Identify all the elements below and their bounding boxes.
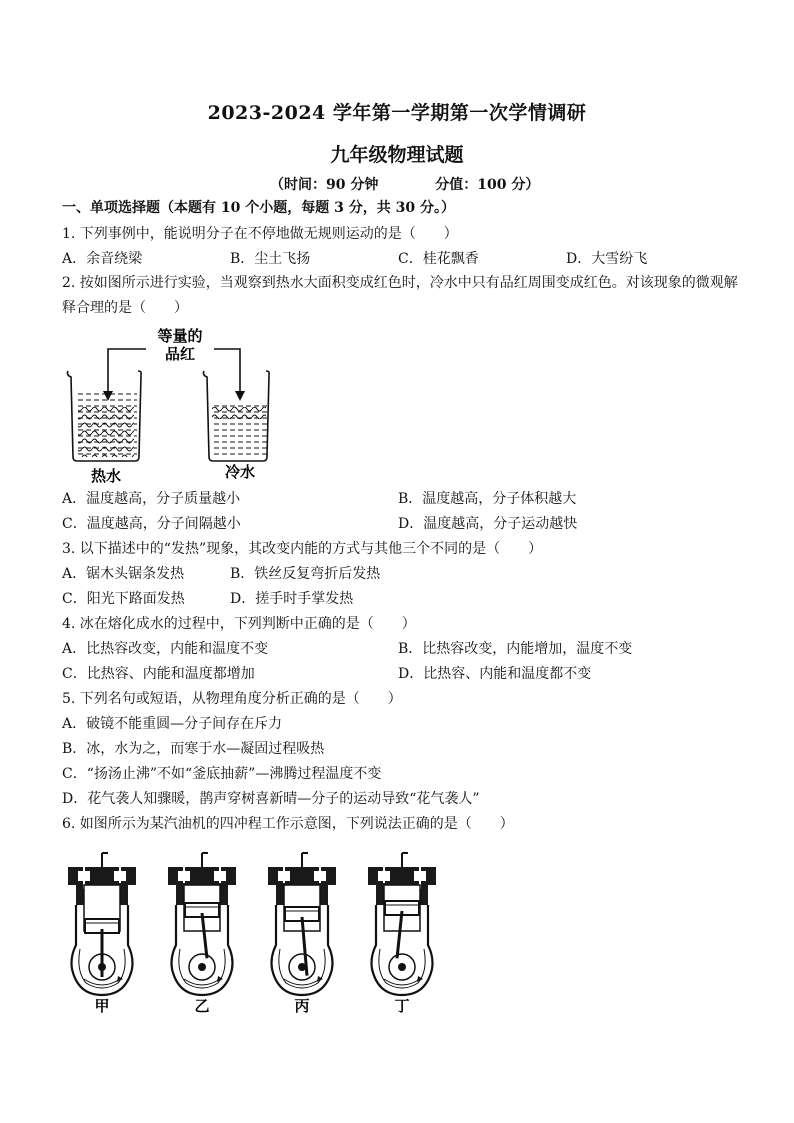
q2-option-b: B．温度越高，分子体积越大 bbox=[398, 491, 577, 507]
q6-stem: 6. 如图所示为某汽油机的四冲程工作示意图，下列说法正确的是（ ） bbox=[62, 816, 514, 832]
exam-subtitle: 九年级物理试题 bbox=[330, 144, 464, 166]
section-heading: 一、单项选择题（本题有 10 个小题，每题 3 分，共 30 分。） bbox=[62, 200, 455, 216]
beaker-figure bbox=[62, 325, 302, 487]
q4-option-c: C．比热容、内能和温度都增加 bbox=[62, 666, 255, 682]
engine-diagram bbox=[368, 853, 436, 1015]
figure-label-cold-water: 冷水 bbox=[224, 463, 256, 481]
exam-score: 分值：100 分） bbox=[435, 177, 540, 193]
engine-label: 乙 bbox=[194, 997, 210, 1015]
engine-label: 丙 bbox=[294, 997, 310, 1015]
q1-option-a: A．余音绕梁 bbox=[62, 251, 143, 267]
q3-option-c: C．阳光下路面发热 bbox=[62, 591, 185, 607]
q5-option-c: C．“扬汤止沸”不如“釜底抽薪”—沸腾过程温度不变 bbox=[62, 766, 382, 782]
q4-option-d: D．比热容、内能和温度都不变 bbox=[398, 666, 592, 682]
engine-diagram bbox=[168, 853, 236, 1015]
q4-option-b: B．比热容改变，内能增加，温度不变 bbox=[398, 641, 633, 657]
q2-option-c: C．温度越高，分子间隔越小 bbox=[62, 516, 241, 532]
q3-option-b: B．铁丝反复弯折后发热 bbox=[230, 566, 381, 582]
q2-option-a: A．温度越高，分子质量越小 bbox=[62, 491, 241, 507]
q5-stem: 5. 下列名句或短语，从物理角度分析正确的是（ ） bbox=[62, 691, 402, 707]
q5-option-a: A．破镜不能重圆—分子间存在斥力 bbox=[62, 716, 283, 732]
q1-stem: 1. 下列事例中，能说明分子在不停地做无规则运动的是（ ） bbox=[62, 226, 458, 242]
q4-stem: 4. 冰在熔化成水的过程中，下列判断中正确的是（ ） bbox=[62, 616, 416, 632]
exam-time: （时间：90 分钟 bbox=[270, 177, 379, 193]
q4-option-a: A．比热容改变，内能和温度不变 bbox=[62, 641, 269, 657]
engine-label: 甲 bbox=[94, 997, 110, 1015]
q5-option-b: B．冰，水为之，而寒于水—凝固过程吸热 bbox=[62, 741, 325, 757]
exam-meta bbox=[270, 174, 591, 194]
q3-option-d: D．搓手时手掌发热 bbox=[230, 591, 354, 607]
exam-title: 2023-2024 学年第一学期第一次学情调研 bbox=[207, 102, 587, 124]
engine-label: 丁 bbox=[394, 997, 410, 1015]
q5-option-d: D．花气袭人知骤暖，鹊声穿树喜新晴—分子的运动导致“花气袭人” bbox=[62, 791, 480, 807]
q2-stem: 2. 按如图所示进行实验，当观察到热水大面积变成红色时，冷水中只有品红周围变成红色。对该现象的微观解释合理的是（ ） bbox=[62, 275, 738, 316]
engine-strokes-figure bbox=[62, 845, 452, 1015]
figure-label-hot-water: 热水 bbox=[90, 467, 122, 485]
q1-option-c: C．桂花飘香 bbox=[398, 251, 479, 267]
q3-stem: 3. 以下描述中的“发热”现象，其改变内能的方式与其他三个不同的是（ ） bbox=[62, 541, 543, 557]
q3-option-a: A．锯木头锯条发热 bbox=[62, 566, 185, 582]
figure-label-top-1: 等量的 bbox=[157, 327, 203, 345]
q2-option-d: D．温度越高，分子运动越快 bbox=[398, 516, 578, 532]
engine-diagram bbox=[268, 853, 336, 1015]
q1-option-d: D．大雪纷飞 bbox=[566, 251, 648, 267]
engine-diagram bbox=[68, 853, 136, 1015]
q1-option-b: B．尘土飞扬 bbox=[230, 251, 311, 267]
figure-label-top-2: 品红 bbox=[164, 345, 196, 363]
